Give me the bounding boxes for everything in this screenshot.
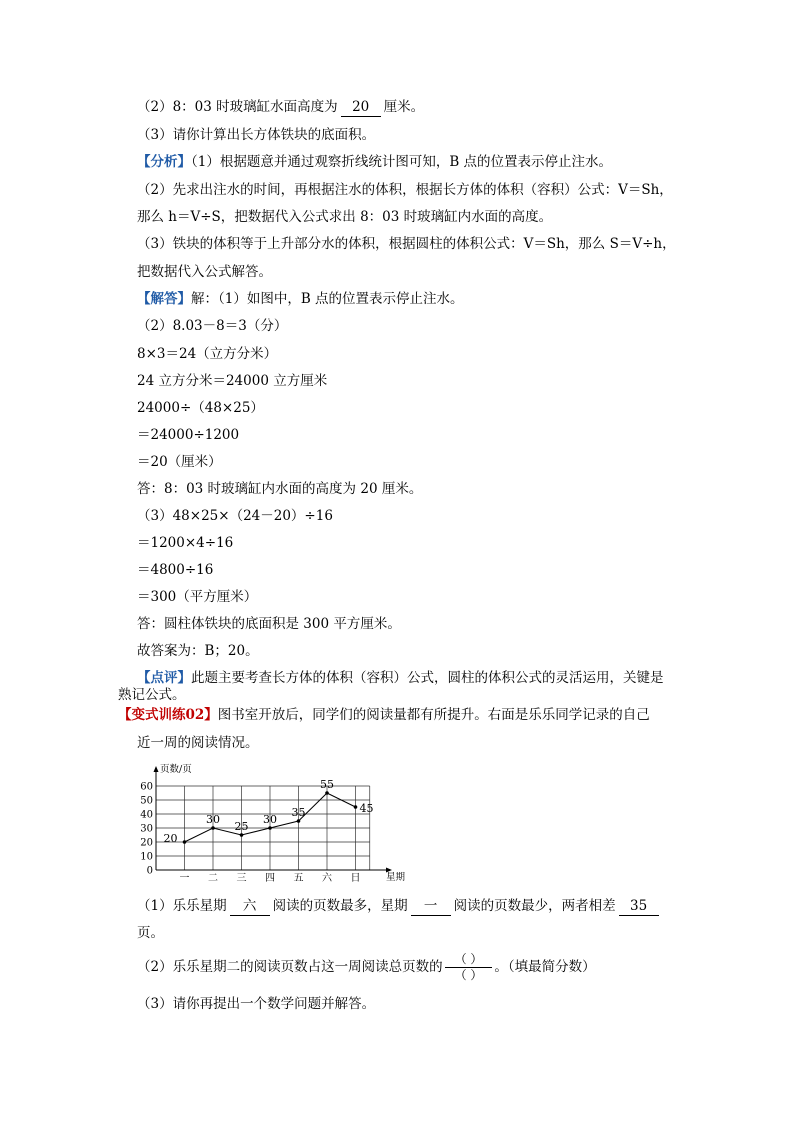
solution-line-5: 24000÷（48×25） xyxy=(137,400,264,416)
question-2-suffix: 厘米。 xyxy=(383,99,425,115)
comment-line-1 xyxy=(137,669,664,687)
solution-line-7: ＝20（厘米） xyxy=(137,454,222,470)
solution-line-8: 答：8：03 时玻璃缸内水面的高度为 20 厘米。 xyxy=(137,481,423,497)
chart-data-labels xyxy=(164,778,374,845)
x-tick-label: 六 xyxy=(322,873,332,884)
data-point xyxy=(211,826,215,830)
solution-line-4: 24 立方分米＝24000 立方厘米 xyxy=(137,373,328,389)
y-axis-label: 页数/页 xyxy=(160,764,192,775)
x-tick-label: 日 xyxy=(350,873,361,884)
data-label: 35 xyxy=(291,806,306,819)
solution-line-14: 故答案为：B；20。 xyxy=(137,643,259,659)
variant-line-1 xyxy=(118,706,650,724)
data-label: 30 xyxy=(263,813,277,826)
data-label: 30 xyxy=(206,813,220,826)
data-point xyxy=(325,791,329,795)
q2-text-b: 。（填最简分数） xyxy=(494,959,596,975)
data-point xyxy=(297,819,301,823)
analysis-line-2: （2）先求出注水的时间，再根据注水的体积，根据长方体的体积（容积）公式：V＝Sh， xyxy=(137,182,673,198)
analysis-text-1: （1）根据题意并通过观察折线统计图可知，B 点的位置表示停止注水。 xyxy=(191,154,613,170)
solution-line-13: 答：圆柱体铁块的底面积是 300 平方厘米。 xyxy=(137,616,401,632)
solution-line-3: 8×3＝24（立方分米） xyxy=(137,346,278,362)
fraction-denominator: （ ） xyxy=(454,968,483,982)
data-point xyxy=(240,833,244,837)
data-label: 20 xyxy=(163,832,178,845)
x-tick-label: 二 xyxy=(208,873,218,884)
question-2-line xyxy=(137,98,424,117)
q1-text-b: 阅读的页数最多，星期 xyxy=(272,898,408,914)
q1-text-a: （1）乐乐星期 xyxy=(137,898,227,914)
variant-question-3: （3）请你再提出一个数学问题并解答。 xyxy=(137,996,376,1012)
q2-text-a: （2）乐乐星期二的阅读页数占这一周阅读总页数的 xyxy=(137,959,443,975)
solution-tag: 【解答】 xyxy=(137,291,191,307)
data-label: 55 xyxy=(320,778,334,791)
variant-line-2: 近一周的阅读情况。 xyxy=(137,735,259,751)
comment-text-1: 此题主要考查长方体的体积（容积）公式，圆柱的体积公式的灵活运用，关键是 xyxy=(191,670,664,686)
analysis-line-1 xyxy=(137,153,612,171)
x-tick-label: 五 xyxy=(293,873,304,884)
y-tick-label: 40 xyxy=(140,809,153,821)
variant-tag: 【变式训练02】 xyxy=(118,707,218,723)
solution-line-6: ＝24000÷1200 xyxy=(137,427,240,443)
variant-question-1-end: 页。 xyxy=(137,925,164,941)
y-tick-label: 30 xyxy=(140,823,153,835)
x-axis-label: 星期 xyxy=(386,872,406,883)
data-label: 45 xyxy=(359,802,374,815)
solution-text-1: 解：（1）如图中，B 点的位置表示停止注水。 xyxy=(191,291,464,307)
q1-answer-2: 一 xyxy=(411,897,451,916)
fraction-blank xyxy=(445,952,493,983)
variant-question-1 xyxy=(137,897,662,916)
y-tick-label: 0 xyxy=(146,865,153,877)
q1-answer-1: 六 xyxy=(230,897,270,916)
solution-line-10: ＝1200×4÷16 xyxy=(137,535,234,551)
y-tick-label: 50 xyxy=(140,795,153,807)
solution-line-12: ＝300（平方厘米） xyxy=(137,589,258,605)
y-axis-arrow xyxy=(154,766,159,772)
fraction-numerator: （ ） xyxy=(445,952,493,968)
data-label: 25 xyxy=(234,820,249,833)
reading-line-chart xyxy=(140,758,406,888)
variant-question-2 xyxy=(137,952,596,983)
variant-text-1: 图书室开放后，同学们的阅读量都有所提升。右面是乐乐同学记录的自己 xyxy=(217,707,650,723)
y-tick-label: 10 xyxy=(140,851,153,863)
data-point xyxy=(183,840,187,844)
solution-line-11: ＝4800÷16 xyxy=(137,562,214,578)
data-point xyxy=(354,805,358,809)
question-3-line: （3）请你计算出长方体铁块的底面积。 xyxy=(137,127,376,143)
data-point xyxy=(268,826,272,830)
solution-line-1 xyxy=(137,290,464,308)
comment-line-2: 熟记公式。 xyxy=(118,687,186,703)
solution-line-2: （2）8.03－8＝3（分） xyxy=(137,318,288,334)
solution-line-9: （3）48×25×（24－20）÷16 xyxy=(137,508,333,524)
comment-tag: 【点评】 xyxy=(137,670,191,686)
analysis-tag: 【分析】 xyxy=(137,154,191,170)
q1-text-c: 阅读的页数最少，两者相差 xyxy=(453,898,616,914)
analysis-line-5: 把数据代入公式解答。 xyxy=(137,264,272,280)
x-tick-label: 三 xyxy=(236,873,247,884)
x-tick-label: 四 xyxy=(265,873,275,884)
question-2-answer: 20 xyxy=(341,98,381,117)
y-tick-label: 60 xyxy=(140,781,153,793)
question-2-text: （2）8：03 时玻璃缸水面高度为 xyxy=(137,99,338,115)
analysis-line-3: 那么 h＝V÷S，把数据代入公式求出 8：03 时玻璃缸内水面的高度。 xyxy=(137,209,553,225)
q1-answer-3: 35 xyxy=(619,897,659,916)
analysis-line-4: （3）铁块的体积等于上升部分水的体积，根据圆柱的体积公式：V＝Sh，那么 S＝V÷h， xyxy=(137,236,676,252)
y-tick-label: 20 xyxy=(140,837,153,849)
x-tick-label: 一 xyxy=(179,873,190,884)
